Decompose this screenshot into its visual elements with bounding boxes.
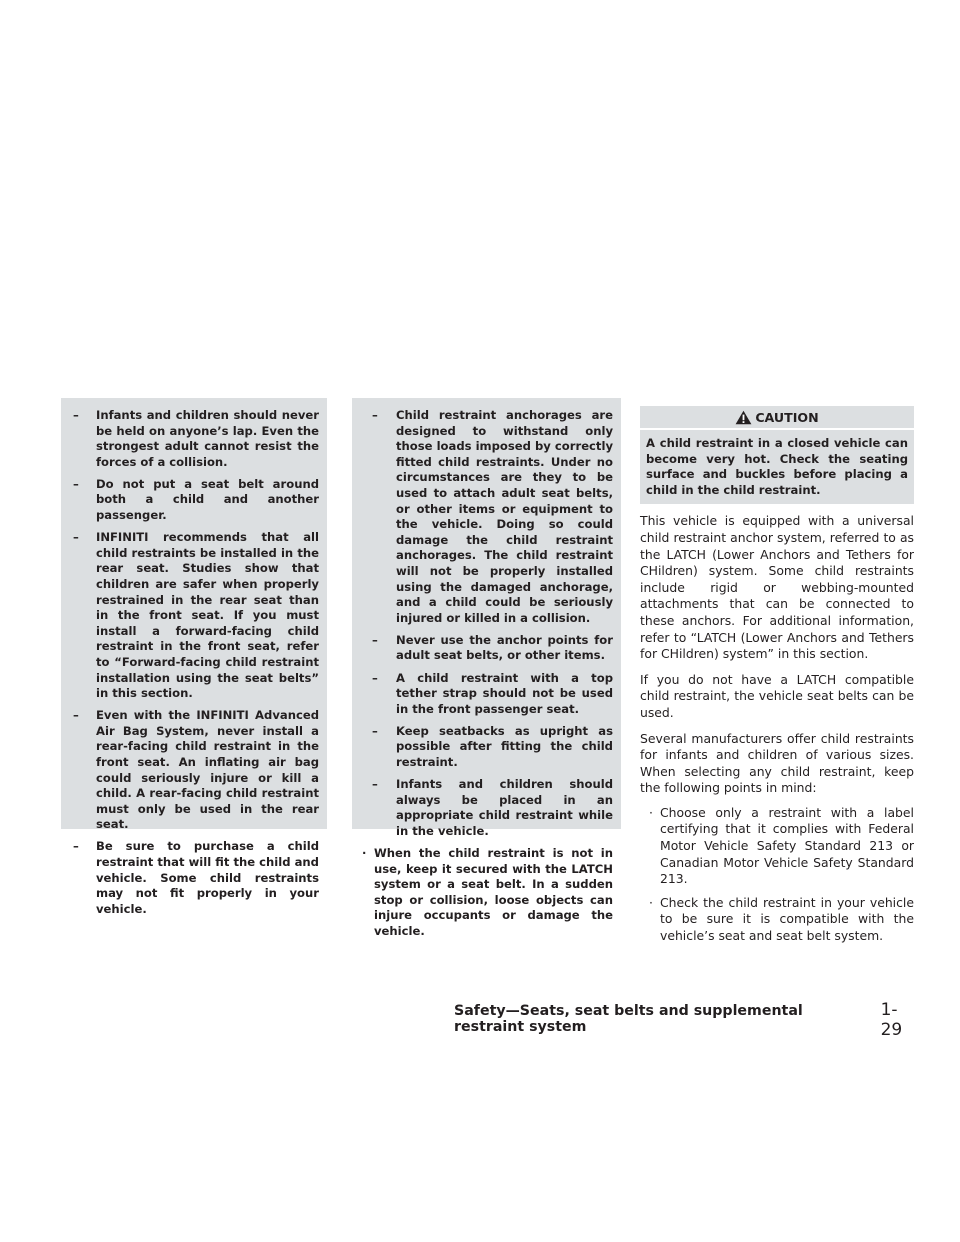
- list-item: – Child restraint anchorages are designed to withstand only those loads imposed by correctly fitted child restraints. Under no circumstances are they to be used to attach adult seat belts, or other items or equipment to the vehicle. Doing so could damage the child restraint anchorages. The child restraint will not be properly installed using the damaged anchorage, and a child could be seriously injured or killed in a collision.: [372, 408, 613, 625]
- list-item: – Even with the INFINITI Advanced Air Bag System, never install a rear-facing child restraint in the front seat. An inflating air bag could seriously injure or kill a child. A rear-facing child restraint must only be used in the rear seat.: [73, 708, 319, 832]
- paragraph: This vehicle is equipped with a universal child restraint anchor system, referred to as the LATCH (Lower Anchors and Tethers for CHildren) system. Some child restraints include rigid or webbing-mounted attachments that can be connected to these anchors. For additional information, refer to “LATCH (Lower Anchors and Tethers for CHildren) system” in this section.: [640, 513, 914, 662]
- list-item: – Infants and children should never be held on anyone’s lap. Even the strongest adult cannot resist the forces of a collision.: [73, 408, 319, 469]
- list-item: – Keep seatbacks as upright as possible after fitting the child restraint.: [372, 723, 613, 769]
- list-item: – Do not put a seat belt around both a child and another passenger.: [73, 476, 319, 523]
- caution-box: [640, 406, 914, 504]
- paragraph: Several manufacturers offer child restraints for infants and children of various sizes. When selecting any child restraint, keep the following points in mind:: [640, 730, 914, 796]
- list-item: · When the child restraint is not in use, keep it secured with the LATCH system or a seat belt. In a sudden stop or collision, loose objects can injure occupants or damage the vehicle.: [362, 845, 613, 938]
- caution-text: A child restraint in a closed vehicle can become very hot. Check the seating surface and buckles before placing a child in the child restraint.: [646, 436, 908, 497]
- page-footer: [454, 1000, 914, 1040]
- warning-panel-middle: [352, 398, 621, 938]
- warning-panel-left: [61, 398, 327, 916]
- warning-list-middle: [352, 398, 621, 940]
- content-column-right: [640, 406, 914, 952]
- list-item: · Check the child restraint in your vehicle to be sure it is compatible with the vehicle’s seat and seat belt system.: [649, 894, 914, 944]
- list-item: – A child restraint with a top tether strap should not be used in the front passenger seat.: [372, 670, 613, 716]
- section-title: Safety—Seats, seat belts and supplemental restraint system: [454, 1003, 803, 1035]
- page-number: 1-29: [880, 1000, 903, 1040]
- list-item: · Choose only a restraint with a label certifying that it complies with Federal Motor Vehicle Safety Standard 213 or Canadian Motor Vehicle Safety Standard 213.: [649, 804, 914, 887]
- selection-points-list: [640, 805, 914, 945]
- list-item: – Be sure to purchase a child restraint that will fit the child and vehicle. Some child restraints may not fit properly in your vehicle.: [73, 839, 319, 916]
- caution-header: [640, 406, 914, 430]
- list-item: – Never use the anchor points for adult seat belts, or other items.: [372, 632, 613, 663]
- warning-triangle-icon: [735, 410, 752, 425]
- warning-list-left: [61, 398, 327, 917]
- list-item: – Infants and children should always be placed in an appropriate child restraint while in the vehicle.: [372, 777, 613, 838]
- paragraph: If you do not have a LATCH compatible child restraint, the vehicle seat belts can be used.: [640, 671, 914, 720]
- list-item: – INFINITI recommends that all child restraints be installed in the rear seat. Studies show that children are safer when properly restrained in the rear seat than in the front seat. If you must install a forward-facing child restraint in the front seat, refer to “Forward-facing child restraint installation using the seat belts” in this section.: [73, 530, 319, 701]
- caution-heading: CAUTION: [755, 409, 819, 425]
